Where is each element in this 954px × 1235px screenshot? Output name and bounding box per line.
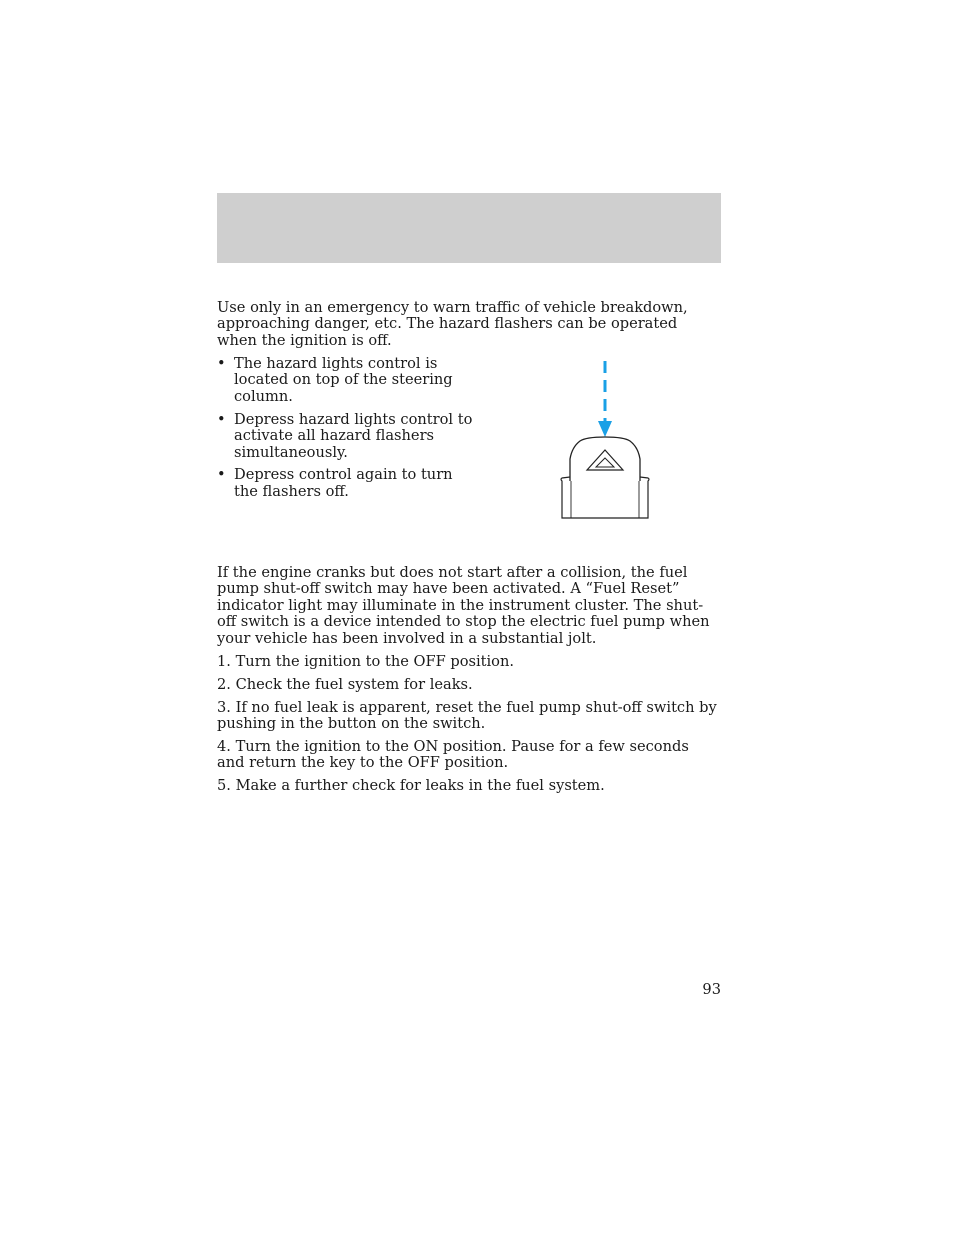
fuel-pump-intro-paragraph: If the engine cranks but does not start after a collision, the fuel pump shut-off switch may have been activated. A “Fuel Reset” indicator light may illuminate in the instrument cluster. The shut-off switch is a device intended to stop the electric fuel pump when your vehicle has been involved in a substantial jolt.: [217, 564, 710, 647]
hazard-button-cap: [570, 437, 640, 481]
bullet-text: The hazard lights control is located on top of the steering column.: [234, 355, 453, 405]
list-item: 1. Turn the ignition to the OFF position.: [217, 652, 515, 670]
list-item: 2. Check the fuel system for leaks.: [217, 675, 473, 693]
hazard-bullet-list: [217, 356, 479, 507]
hazard-intro-paragraph: Use only in an emergency to warn traffic of vehicle breakdown, approaching danger, etc. The hazard flashers can be operated when the ignition is off.: [217, 299, 688, 349]
list-item: [217, 356, 479, 405]
bullet-symbol: •: [217, 410, 226, 428]
list-item: 3. If no fuel leak is apparent, reset the fuel pump shut-off switch by pushing in the button on the switch.: [217, 698, 717, 733]
pointer-arrow-head: [598, 421, 612, 437]
list-item: 4. Turn the ignition to the ON position. Pause for a few seconds and return the key to the OFF position.: [217, 738, 689, 772]
hazard-button-icon: [556, 357, 654, 521]
bullet-symbol: •: [217, 466, 226, 484]
section-header-band: [217, 193, 721, 263]
list-item: [217, 467, 479, 500]
fuel-pump-section: [217, 565, 717, 801]
list-item: [217, 412, 479, 461]
bullet-text: Depress control again to turn the flashers off.: [234, 466, 453, 500]
list-item: 5. Make a further check for leaks in the fuel system.: [217, 777, 605, 795]
hazard-control-illustration: [556, 357, 654, 521]
bullet-text: Depress hazard lights control to activate all hazard flashers simultaneously.: [234, 410, 473, 461]
column-housing: [561, 477, 649, 518]
page-number: 93: [702, 981, 721, 998]
bullet-symbol: •: [217, 355, 226, 372]
